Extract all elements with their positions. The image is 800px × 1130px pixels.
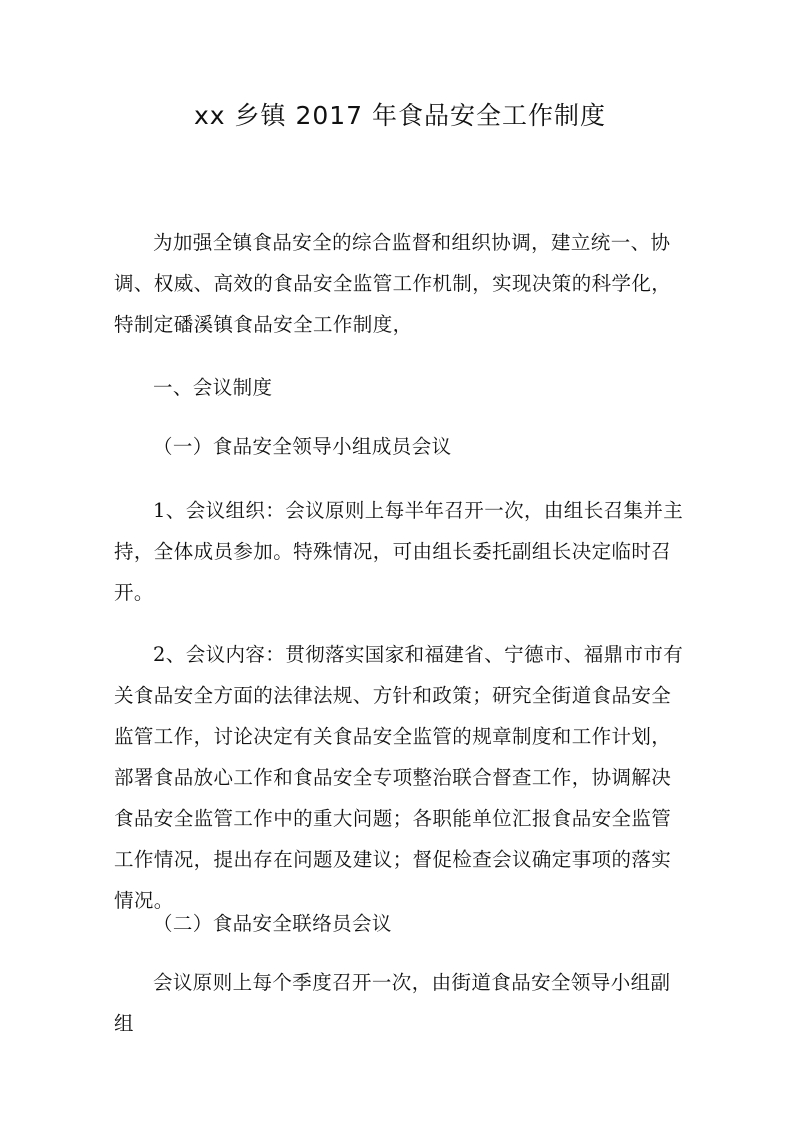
section-heading-text: 一、会议制度 <box>153 376 273 399</box>
intro-paragraph <box>114 222 686 345</box>
item-text: 2、会议内容：贯彻落实国家和福建省、宁德市、福鼎市市有关食品安全方面的法律法规、方针和政策；研究全街道食品安全监管工作，讨论决定有关食品安全监管的规章制度和工作计划，部署食品放心工作和食品安全专项整治联合督查工作，协调解决食品安全监管工作中的重大问题；各职能单位汇报食品安全监管工作情况，提出存在问题及建议；督促检查会议确定事项的落实情况。 <box>114 643 684 912</box>
paragraph-text: 会议原则上每个季度召开一次，由街道食品安全领导小组副组 <box>114 971 671 1035</box>
item-meeting-content <box>114 634 686 921</box>
document-title: xx 乡镇 2017 年食品安全工作制度 <box>193 101 607 130</box>
section-heading-meeting-system <box>114 367 686 408</box>
subsection-heading-leadership-meeting <box>114 426 686 467</box>
item-meeting-organization <box>114 490 686 613</box>
liaison-meeting-paragraph <box>114 962 686 1044</box>
subsection-heading-liaison-meeting <box>114 903 686 944</box>
subsection-heading-text: （二）食品安全联络员会议 <box>153 912 392 935</box>
subsection-heading-text: （一）食品安全领导小组成员会议 <box>153 435 452 458</box>
intro-text: 为加强全镇食品安全的综合监督和组织协调，建立统一、协调、权威、高效的食品安全监管工作机制，实现决策的科学化，特制定磻溪镇食品安全工作制度， <box>114 231 672 336</box>
item-text: 1、会议组织：会议原则上每半年召开一次，由组长召集并主持，全体成员参加。特殊情况，可由组长委托副组长决定临时召开。 <box>114 499 684 604</box>
